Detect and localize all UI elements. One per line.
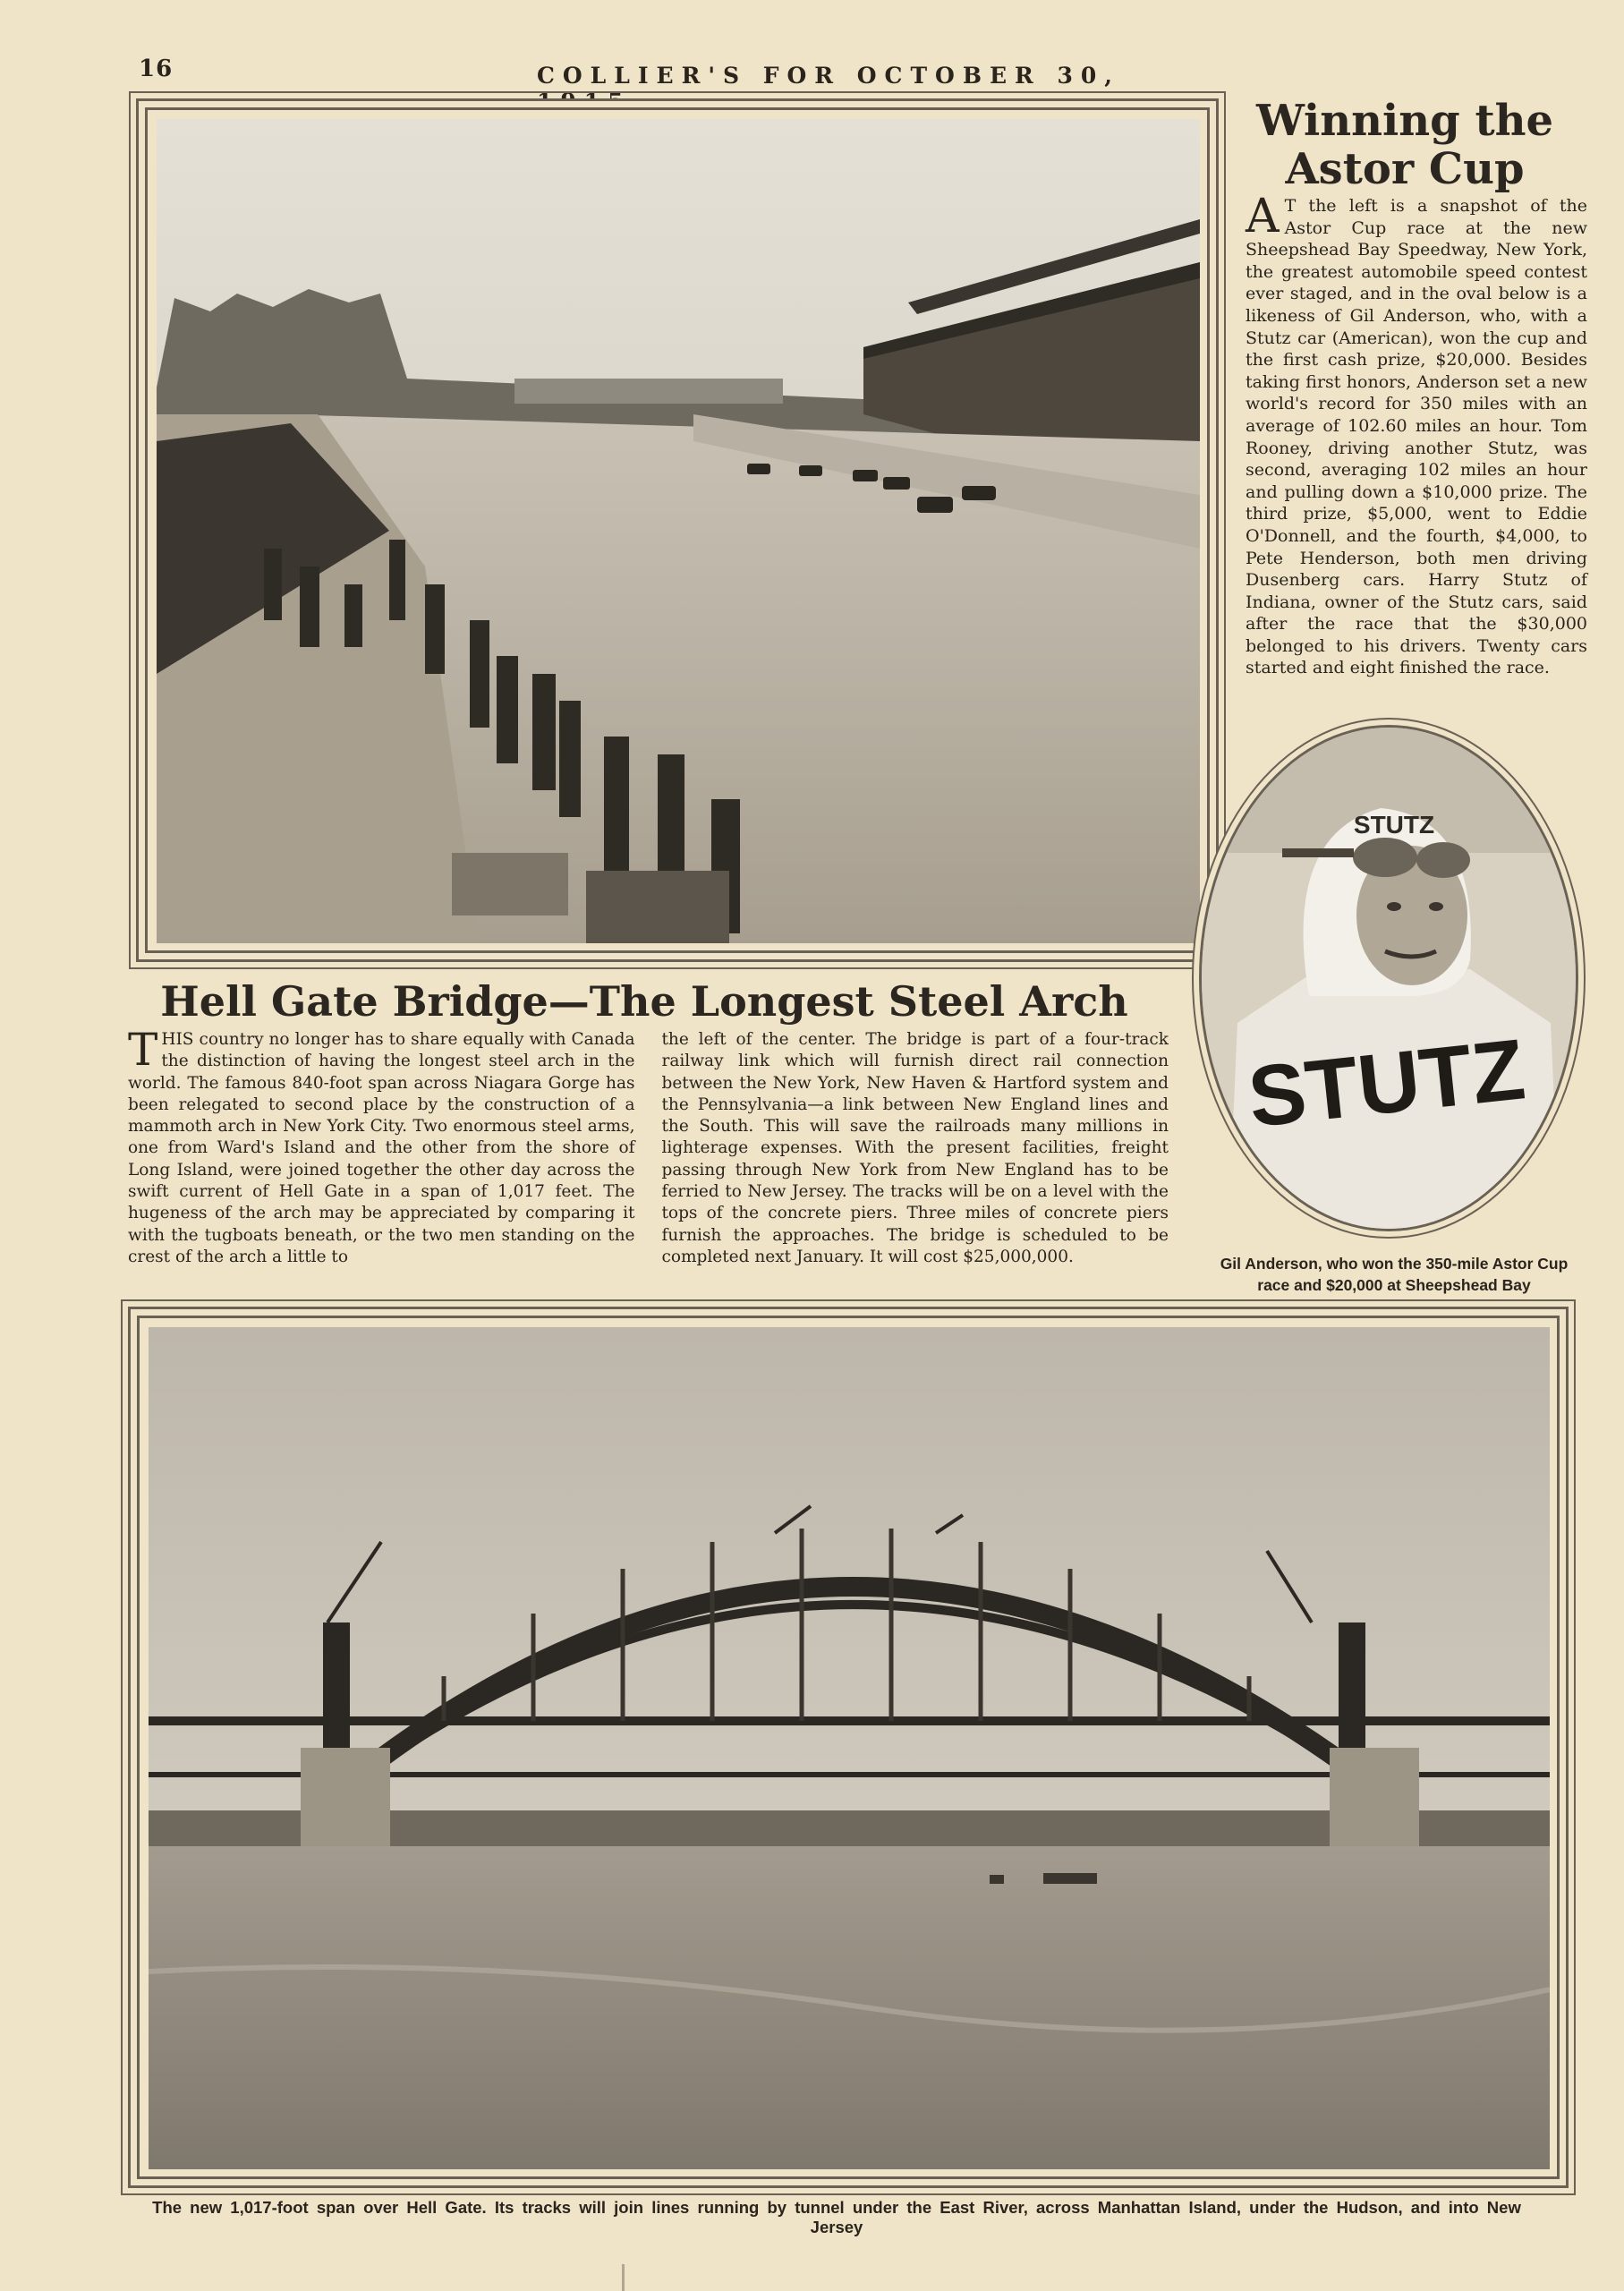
race-photo-frame [136,98,1219,962]
bridge-photo-frame [128,1307,1569,2188]
anderson-portrait [1202,728,1576,1229]
hellgate-body [128,1024,1169,1268]
hellgate-title: Hell Gate Bridge—The Longest Steel Arch [160,977,1128,1026]
running-head: COLLIER'S FOR OCTOBER 30, 1915 [537,63,1120,115]
shirt-lettering: STUTZ [1244,1021,1529,1146]
astor-title-line-1: Winning the [1255,96,1554,146]
hellgate-column-1 [128,1024,635,1268]
astor-title-line-2: Astor Cup [1285,144,1525,194]
anderson-portrait-frame [1199,725,1578,1231]
bridge-caption: The new 1,017-foot span over Hell Gate. Its tracks will join lines running by tunnel under the East River, across Manhattan Island, under the Hudson, and into New Jersey [152,2198,1521,2236]
astor-body-text: T the left is a snapshot of the Astor Cup race at the new Sheepshead Bay Speedway, New York, the greatest automobile speed contest ever staged, and in the oval below is a likeness of Gil Anderson, who, with a Stutz car (American), won the cup and the first cash prize, $20,000. Besides taking first honors, Anderson set a new world's record for 350 miles with an average of 102.60 miles an hour. Tom Rooney, driving another Stutz, was second, averaging 102 miles an hour and pulling down a $10,000 prize. The third prize, $5,000, went to Eddie O'Donnell, and the fourth, $4,000, to Pete Henderson, both men driving Dusenberg cars. Harry Stutz of Indiana, owner of the Stutz cars, said after the race that the $30,000 belonged to his drivers. Twenty cars started and eight finished the race. [1246,196,1587,678]
portrait-caption: Gil Anderson, who won the 350-mile Astor Cup race and $20,000 at Sheepshead Bay [1220,1255,1569,1294]
hellgate-dropcap: T [128,1024,158,1076]
astor-body [1246,190,1587,679]
hellgate-col1-text: HIS country no longer has to share equally with Canada the distinction of having the longest steel arch in the world. The famous 840-foot span across Niagara Gorge has been relegated to second place by the construction of a mammoth arch in New York City. Two enormous steel arms, one from Ward's Island and the other from the shore of Long Island, were joined together the other day across the swift current of Hell Gate in a span of 1,017 feet. The hugeness of the arch may be appreciated by comparing it with the tugboats beneath, or the two men standing on the crest of the arch a little to [128,1030,635,1266]
page-crease [622,2264,625,2291]
astor-dropcap: A [1246,190,1280,243]
race-photo [157,119,1200,943]
helmet-lettering: STUTZ [1353,811,1435,839]
hellgate-column-2: the left of the center. The bridge is part of a four-track railway link which will furnish direct rail connection between the New York, New Haven & Hartford system and the Pennsylvania—a link between New England lines and the South. This will save the railroads many millions in lighterage expenses. With the present facilities, freight passing through New York from New England has to be ferried to New Jersey. The tracks will be on a level with the tops of the concrete piers. Three miles of concrete piers furnish the approaches. The bridge is scheduled to be completed next January. It will cost $25,000,000. [661,1030,1169,1266]
page-number: 16 [139,55,174,82]
astor-title [1217,97,1593,193]
bridge-photo [149,1327,1550,2169]
